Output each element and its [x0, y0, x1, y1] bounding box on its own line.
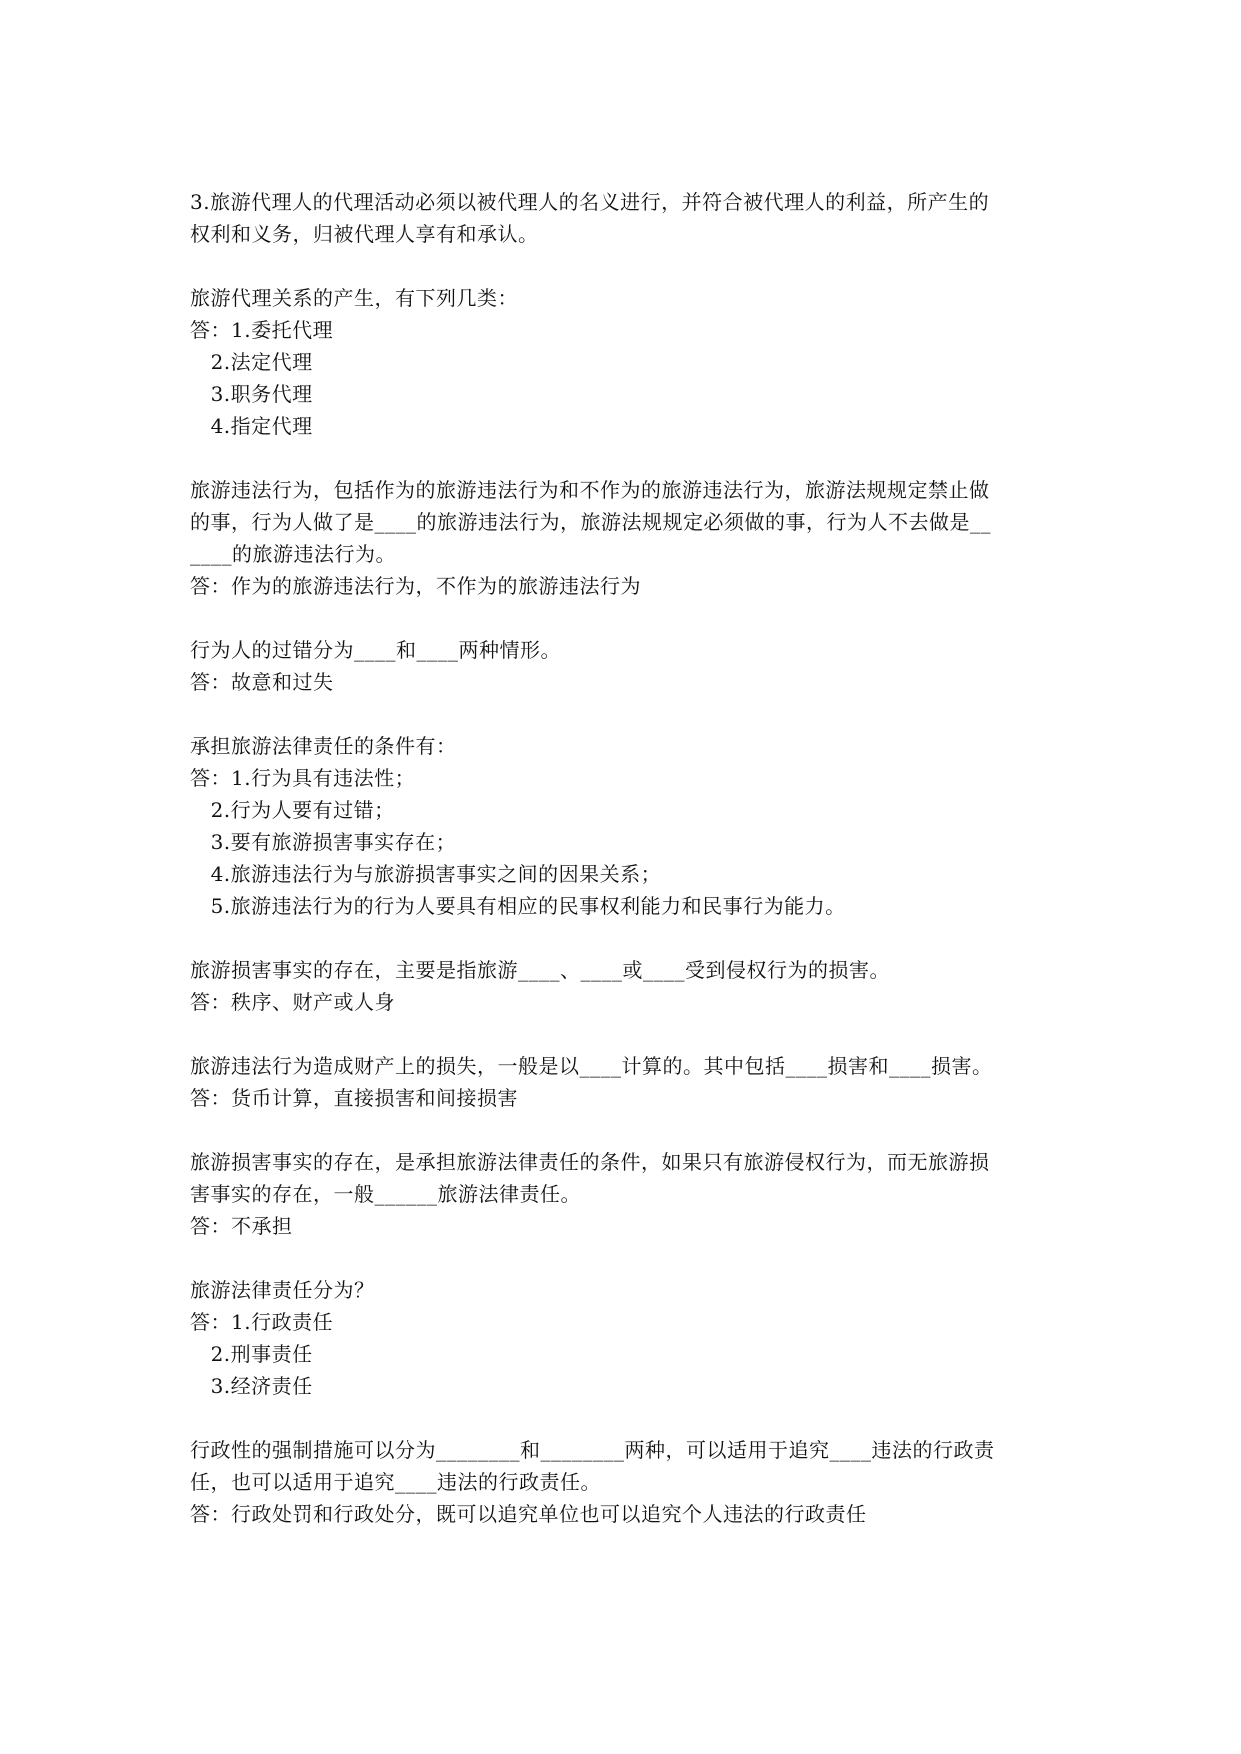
paragraph-gap — [190, 698, 1050, 730]
question-text: 旅游违法行为造成财产上的损失，一般是以____计算的。其中包括____损害和____损害。 — [190, 1054, 993, 1078]
document-body — [190, 186, 1050, 1530]
question-text: 任，也可以适用于追究____违法的行政责任。 — [190, 1470, 601, 1494]
question-text: 旅游违法行为，包括作为的旅游违法行为和不作为的旅游违法行为，旅游法规规定禁止做 — [190, 478, 990, 502]
answer-text: 答：故意和过失 — [190, 670, 334, 694]
question-liability-types — [190, 1274, 1050, 1402]
answer-text: 答：秩序、财产或人身 — [190, 990, 395, 1014]
question-text: 行为人的过错分为____和____两种情形。 — [190, 638, 561, 662]
paragraph-gap — [190, 250, 1050, 282]
question-agency-types — [190, 282, 1050, 442]
question-liability-conditions — [190, 730, 1050, 922]
text-line: 3.旅游代理人的代理活动必须以被代理人的名义进行，并符合被代理人的利益，所产生的 — [190, 190, 990, 214]
answer-text: 3.要有旅游损害事实存在； — [190, 830, 457, 854]
question-text: 承担旅游法律责任的条件有： — [190, 734, 457, 758]
question-text: 行政性的强制措施可以分为________和________两种，可以适用于追究____违法的行政责 — [190, 1438, 995, 1462]
answer-text: 答：不承担 — [190, 1214, 293, 1238]
answer-text: 答：行政处罚和行政处分，既可以追究单位也可以追究个人违法的行政责任 — [190, 1502, 867, 1526]
paragraph-gap — [190, 442, 1050, 474]
paragraph-agency-activity — [190, 186, 1050, 250]
question-text: 害事实的存在，一般______旅游法律责任。 — [190, 1182, 581, 1206]
question-property-loss — [190, 1050, 1050, 1114]
paragraph-gap — [190, 1114, 1050, 1146]
question-text: 旅游代理关系的产生，有下列几类： — [190, 286, 518, 310]
answer-text: 答：1.委托代理 — [190, 318, 334, 342]
question-administrative-measures — [190, 1434, 1050, 1530]
question-text: ____的旅游违法行为。 — [190, 542, 396, 566]
answer-text: 2.刑事责任 — [190, 1342, 313, 1366]
paragraph-gap — [190, 602, 1050, 634]
question-text: 旅游损害事实的存在，主要是指旅游____、____或____受到侵权行为的损害。 — [190, 958, 890, 982]
paragraph-gap — [190, 1242, 1050, 1274]
paragraph-gap — [190, 922, 1050, 954]
question-text: 旅游损害事实的存在，是承担旅游法律责任的条件，如果只有旅游侵权行为，而无旅游损 — [190, 1150, 990, 1174]
answer-text: 4.指定代理 — [190, 414, 313, 438]
answer-text: 2.行为人要有过错； — [190, 798, 395, 822]
question-illegal-acts — [190, 474, 1050, 602]
question-no-damage-liability — [190, 1146, 1050, 1242]
question-fault-types — [190, 634, 1050, 698]
answer-text: 答：货币计算，直接损害和间接损害 — [190, 1086, 518, 1110]
paragraph-gap — [190, 1402, 1050, 1434]
answer-text: 5.旅游违法行为的行为人要具有相应的民事权利能力和民事行为能力。 — [190, 894, 846, 918]
answer-text: 3.经济责任 — [190, 1374, 313, 1398]
paragraph-gap — [190, 1018, 1050, 1050]
answer-text: 3.职务代理 — [190, 382, 313, 406]
answer-text: 答：作为的旅游违法行为，不作为的旅游违法行为 — [190, 574, 641, 598]
question-damage-facts — [190, 954, 1050, 1018]
answer-text: 答：1.行政责任 — [190, 1310, 334, 1334]
text-line: 权利和义务，归被代理人享有和承认。 — [190, 222, 539, 246]
answer-text: 答：1.行为具有违法性； — [190, 766, 416, 790]
answer-text: 4.旅游违法行为与旅游损害事实之间的因果关系； — [190, 862, 662, 886]
answer-text: 2.法定代理 — [190, 350, 313, 374]
question-text: 旅游法律责任分为？ — [190, 1278, 375, 1302]
question-text: 的事，行为人做了是____的旅游违法行为，旅游法规规定必须做的事，行为人不去做是__ — [190, 510, 991, 534]
